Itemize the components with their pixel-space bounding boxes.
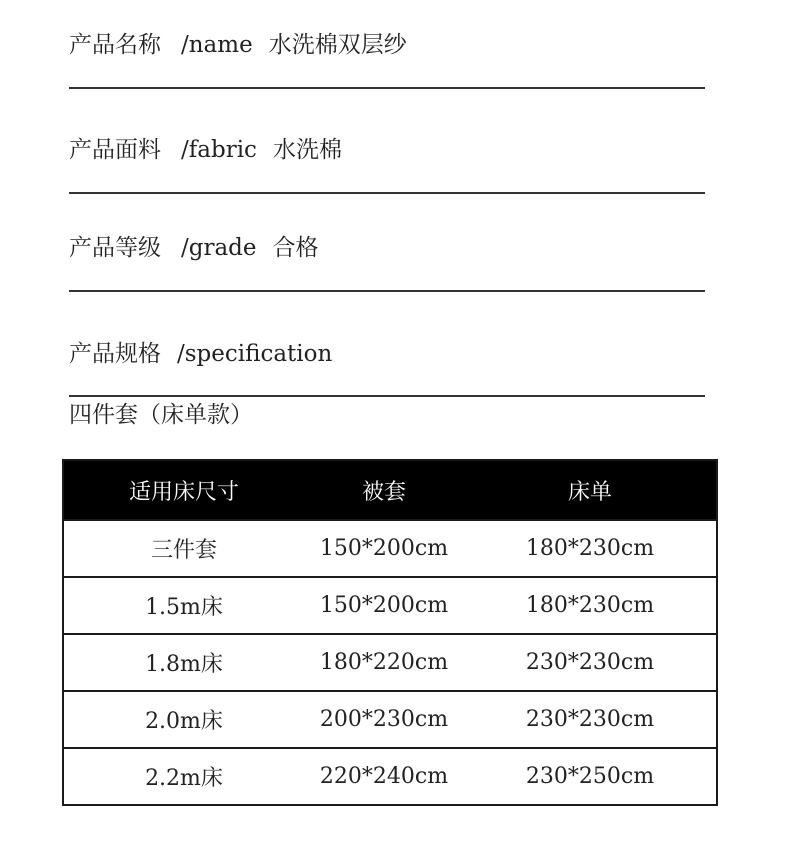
table-row (64, 747, 716, 804)
spec-name-value: 水洗棉双层纱 (268, 32, 407, 58)
spec-grade-label: 产品等级 (69, 235, 161, 261)
spec-name-label: 产品名称 (69, 32, 161, 58)
cell-duvet-cover: 150*200cm (319, 593, 449, 618)
section-title: 四件套（床单款） (69, 402, 253, 428)
table-row (64, 633, 716, 690)
divider (69, 290, 705, 292)
cell-bed-size: 三件套 (150, 538, 217, 563)
table-row (64, 519, 716, 576)
spec-name-en: /name (181, 32, 253, 58)
cell-bed-size: 1.8m床 (145, 652, 223, 677)
cell-bed-size: 2.0m床 (145, 709, 223, 734)
cell-bed-sheet: 230*230cm (525, 707, 655, 732)
cell-bed-sheet: 180*230cm (525, 536, 655, 561)
spec-grade-en: /grade (181, 235, 257, 261)
spec-grade-row (69, 237, 319, 260)
header-duvet-cover: 被套 (361, 479, 406, 505)
cell-bed-sheet: 230*250cm (525, 764, 655, 789)
cell-bed-sheet: 230*230cm (525, 650, 655, 675)
divider (69, 395, 705, 397)
spec-fabric-label: 产品面料 (69, 137, 161, 163)
spec-grade-value: 合格 (272, 235, 319, 261)
spec-name-row (69, 34, 407, 57)
divider (69, 87, 705, 89)
cell-duvet-cover: 200*230cm (319, 707, 449, 732)
cell-bed-size: 2.2m床 (145, 766, 223, 791)
spec-specification-en: /specification (177, 341, 333, 367)
header-bed-sheet: 床单 (567, 479, 612, 505)
spec-fabric-row (69, 139, 342, 162)
table-row (64, 690, 716, 747)
divider (69, 192, 705, 194)
cell-bed-size: 1.5m床 (145, 595, 223, 620)
spec-specification-row (69, 343, 332, 366)
cell-duvet-cover: 150*200cm (319, 536, 449, 561)
size-table (62, 459, 718, 806)
cell-duvet-cover: 220*240cm (319, 764, 449, 789)
table-header-row (64, 461, 716, 519)
spec-fabric-en: /fabric (181, 137, 257, 163)
spec-specification-label: 产品规格 (69, 341, 161, 367)
spec-fabric-value: 水洗棉 (272, 137, 342, 163)
table-row (64, 576, 716, 633)
cell-duvet-cover: 180*220cm (319, 650, 449, 675)
header-bed-size: 适用床尺寸 (128, 479, 239, 505)
cell-bed-sheet: 180*230cm (525, 593, 655, 618)
